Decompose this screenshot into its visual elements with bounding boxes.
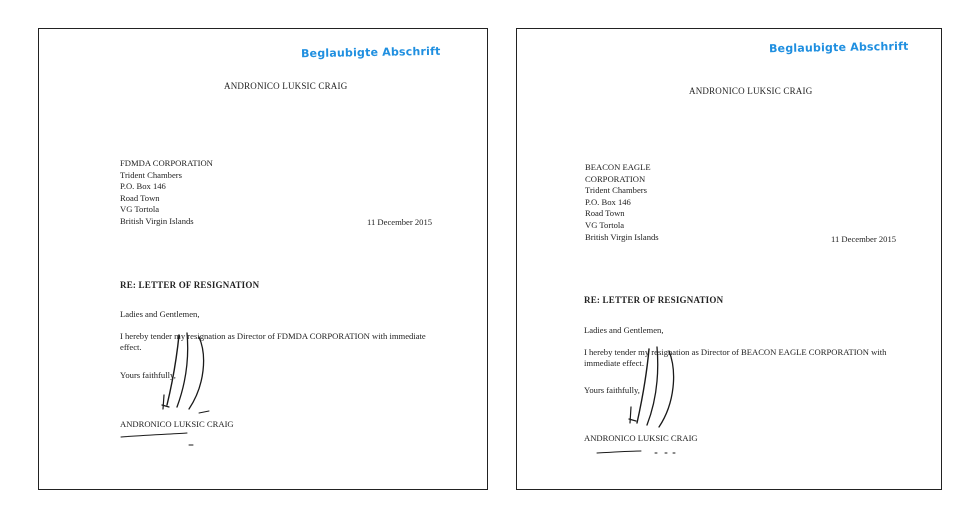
handwritten-signature (617, 341, 697, 431)
address-line: VG Tortola (120, 204, 160, 215)
recipient-address (585, 162, 659, 243)
address-line: FDMDA CORPORATION (120, 158, 213, 168)
letterhead-name: ANDRONICO LUKSIC CRAIG (689, 86, 813, 96)
address-line: Trident Chambers (585, 185, 647, 196)
body-line: I hereby tender my resignation as Director of BEACON EAGLE CORPORATION with (584, 347, 887, 357)
address-line: Trident Chambers (120, 169, 182, 180)
handwritten-signature (149, 325, 229, 415)
address-line: VG Tortola (585, 219, 625, 230)
signer-name: ANDRONICO LUKSIC CRAIG (584, 433, 698, 443)
body-line: effect. (120, 342, 142, 353)
recipient-address (120, 158, 213, 228)
certified-copy-stamp: Beglaubigte Abschrift (300, 44, 441, 61)
subject-line: RE: LETTER OF RESIGNATION (584, 295, 724, 305)
signer-name: ANDRONICO LUKSIC CRAIG (120, 419, 234, 429)
resignation-letter-fdmda (38, 28, 488, 490)
address-line: Road Town (120, 192, 160, 203)
subject-line: RE: LETTER OF RESIGNATION (120, 280, 260, 290)
body-line: I hereby tender my resignation as Director of FDMDA CORPORATION with immediate (120, 331, 426, 341)
letter-date: 11 December 2015 (367, 217, 433, 227)
signature-underline (117, 429, 207, 449)
letterhead-name: ANDRONICO LUKSIC CRAIG (224, 81, 348, 91)
closing: Yours faithfully, (584, 385, 640, 395)
body-line: immediate effect. (584, 358, 644, 369)
salutation: Ladies and Gentlemen, (584, 325, 664, 335)
salutation: Ladies and Gentlemen, (120, 309, 200, 319)
letter-date: 11 December 2015 (831, 234, 897, 244)
closing: Yours faithfully, (120, 370, 176, 380)
address-line: P.O. Box 146 (120, 181, 166, 192)
address-line: BEACON EAGLE (585, 162, 651, 172)
certified-copy-stamp: Beglaubigte Abschrift (768, 39, 909, 56)
address-line: P.O. Box 146 (585, 196, 631, 207)
address-line: British Virgin Islands (120, 215, 194, 226)
resignation-letter-beacon-eagle (516, 28, 942, 490)
address-line: British Virgin Islands (585, 231, 659, 242)
address-line: CORPORATION (585, 173, 646, 184)
signature-underline (593, 445, 693, 461)
address-line: Road Town (585, 208, 625, 219)
